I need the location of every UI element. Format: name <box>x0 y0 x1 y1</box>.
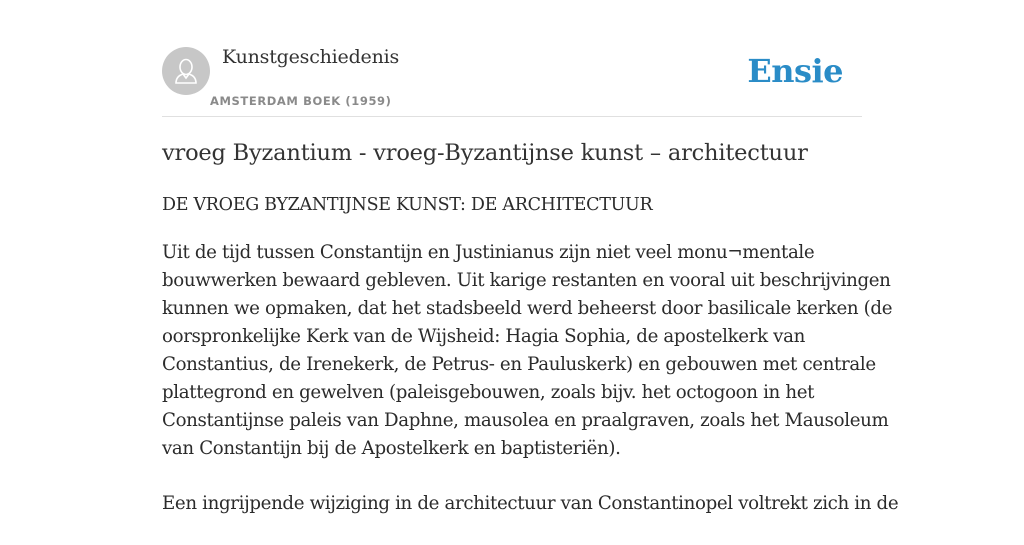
text-line: Een ingrijpende wijziging in de architectuur van Constantinopel voltrekt zich in de <box>162 493 899 514</box>
article-title: vroeg Byzantium - vroeg-Byzantijnse kunst – architectuur <box>162 140 808 166</box>
article-body <box>162 239 899 545</box>
text-line: bouwwerken bewaard gebleven. Uit karige restanten en vooral uit beschrijvingen <box>162 270 891 291</box>
text-line: Constantijnse paleis van Daphne, mausolea en praalgraven, zoals het Mausoleum <box>162 410 889 431</box>
user-avatar-icon[interactable] <box>162 47 210 95</box>
text-line: Constantius, de Irenekerk, de Petrus- en Pauluskerk) en gebouwen met centrale <box>162 354 876 375</box>
text-line: van Constantijn bij de Apostelkerk en baptisteriën). <box>162 438 621 459</box>
page-container <box>162 0 899 514</box>
text-line: kunnen we opmaken, dat het stadsbeeld werd beheerst door basilicale kerken (de <box>162 298 893 319</box>
text-line: plattegrond en gewelven (paleisgebouwen, zoals bijv. het octogoon in het <box>162 382 815 403</box>
paragraph-2 <box>162 490 899 518</box>
source-name-link[interactable]: Kunstgeschiedenis <box>222 46 400 68</box>
ensie-logo[interactable]: Ensie <box>747 52 843 90</box>
text-line: oorspronkelijke Kerk van de Wijsheid: Hagia Sophia, de apostelkerk van <box>162 326 805 347</box>
text-line: Uit de tijd tussen Constantijn en Justinianus zijn niet veel monu¬mentale <box>162 242 815 263</box>
paragraph-1 <box>162 239 893 463</box>
article-header <box>162 0 862 117</box>
person-icon <box>162 47 210 95</box>
source-subtitle: AMSTERDAM BOEK (1959) <box>210 94 392 108</box>
article-subtitle: DE VROEG BYZANTIJNSE KUNST: DE ARCHITECTUUR <box>162 195 653 215</box>
